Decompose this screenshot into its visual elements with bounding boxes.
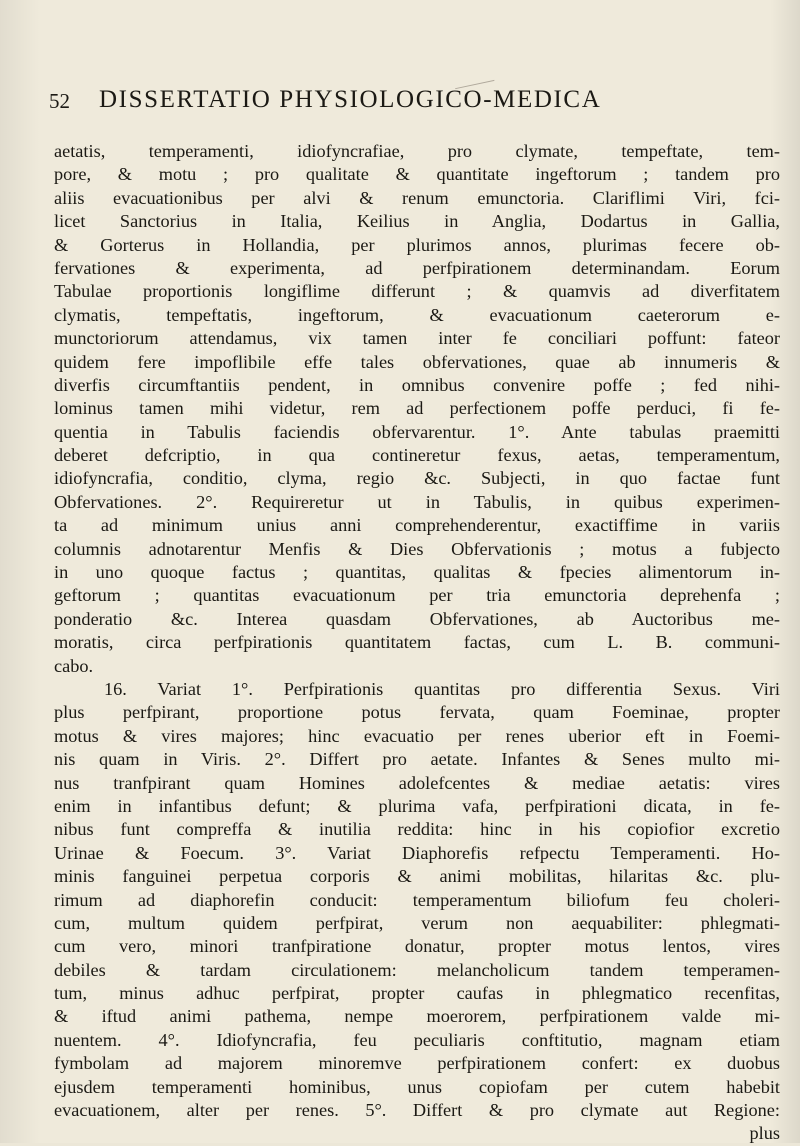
text-line: plus perfpirant, proportione potus fervata, quam Foeminae, propter: [54, 702, 780, 723]
page-number: 52: [49, 89, 70, 113]
text-line: debiles & tardam circulationem: melancholicum tandem temperamen-: [54, 959, 780, 980]
text-line: pore, & motu ; pro qualitate & quantitate ingeftorum ; tandem pro: [54, 164, 780, 185]
text-line: Obfervationes. 2°. Requireretur ut in Tabulis, in quibus experimen-: [54, 491, 780, 512]
text-line: aetatis, temperamenti, idiofyncrafiae, pro clymate, tempeftate, tem-: [54, 141, 780, 161]
text-line: evacuationem, alter per renes. 5°. Differt & pro clymate aut Regione:: [54, 1100, 780, 1121]
text-line: deberet defcriptio, in qua contineretur fexus, aetas, temperamentum,: [54, 445, 780, 466]
text-line: quidem fere impoflibile effe tales obfervationes, quae ab innumeris &: [54, 351, 780, 372]
text-line: cum, multum quidem perfpirat, verum non aequabiliter: phlegmati-: [54, 912, 780, 933]
text-line: licet Sanctorius in Italia, Keilius in Anglia, Dodartus in Gallia,: [54, 211, 780, 232]
text-line: minis fanguinei perpetua corporis & animi mobilitas, hilaritas &c. plu-: [54, 866, 780, 887]
text-line: lominus tamen mihi videtur, rem ad perfectionem poffe perduci, fi fe-: [54, 398, 780, 419]
text-line: Tabulae proportionis longiflime differunt ; & quamvis ad diverfitatem: [54, 281, 780, 302]
catchword: plus: [749, 1123, 780, 1144]
text-line: quentia in Tabulis faciendis obfervarentur. 1°. Ante tabulas praemitti: [54, 421, 780, 442]
text-line: Urinae & Foecum. 3°. Variat Diaphorefis refpectu Temperamenti. Ho-: [54, 842, 780, 863]
text-line: nis quam in Viris. 2°. Differt pro aetate. Infantes & Senes multo mi-: [54, 749, 780, 770]
text-line: clymatis, tempeftatis, ingeftorum, & evacuationum caeterorum e-: [54, 304, 780, 325]
running-head: DISSERTATIO PHYSIOLOGICO-MEDICA: [99, 86, 602, 113]
text-line: fymbolam ad majorem minoremve perfpirationem confert: ex duobus: [54, 1053, 780, 1074]
text-line: in uno quoque factus ; quantitas, qualitas & fpecies alimentorum in-: [54, 562, 780, 583]
page-header: [49, 86, 779, 116]
text-line: cabo.: [54, 655, 94, 676]
text-line: nuentem. 4°. Idiofyncrafia, feu peculiaris conftitutio, magnam etiam: [54, 1029, 780, 1050]
text-line: geftorum ; quantitas evacuationum per tria emunctoria deprehenfa ;: [54, 585, 780, 606]
text-line: nibus funt compreffa & inutilia reddita: hinc in his copiofior excretio: [54, 819, 780, 840]
text-line: idiofyncrafia, conditio, clyma, regio &c. Subjecti, in quo factae funt: [54, 468, 780, 489]
text-line: diverfis circumftantiis pendent, in omnibus convenire poffe ; fed nihi-: [54, 374, 780, 395]
text-line: columnis adnotarentur Menfis & Dies Obfervationis ; motus a fubjecto: [54, 538, 780, 559]
text-line: tum, minus adhuc perfpirat, propter caufas in phlegmatico recenfitas,: [54, 983, 780, 1004]
text-line: aliis evacuationibus per alvi & renum emunctoria. Clariflimi Viri, fci-: [54, 187, 780, 208]
text-line: rimum ad diaphorefin conducit: temperamentum biliofum feu choleri-: [54, 889, 780, 910]
text-line: nus tranfpirant quam Homines adolefcentes & mediae aetatis: vires: [54, 772, 780, 793]
text-line: enim in infantibus defunt; & plurima vafa, perfpirationi dicata, in fe-: [54, 795, 780, 816]
text-line: & iftud animi pathema, nempe moerorem, perfpirationem valde mi-: [54, 1006, 780, 1027]
text-line: 16. Variat 1°. Perfpirationis quantitas pro differentia Sexus. Viri: [104, 678, 780, 699]
text-line: ta ad minimum unius anni comprehenderentur, exactiffime in variis: [54, 515, 780, 536]
text-line: cum vero, minori tranfpiratione donatur, propter motus lentos, vires: [54, 936, 780, 957]
body-text: [54, 140, 780, 1146]
text-line: fervationes & experimenta, ad perfpirationem determinandam. Eorum: [54, 257, 780, 278]
text-line: munctoriorum attendamus, vix tamen inter fe conciliari poffunt: fateor: [54, 328, 780, 349]
text-line: ponderatio &c. Interea quasdam Obfervationes, ab Auctoribus me-: [54, 608, 780, 629]
text-line: moratis, circa perfpirationis quantitatem factas, cum L. B. communi-: [54, 632, 780, 653]
text-line: ejusdem temperamenti hominibus, unus copiofam per cutem habebit: [54, 1076, 780, 1097]
text-line: & Gorterus in Hollandia, per plurimos annos, plurimas fecere ob-: [54, 234, 780, 255]
text-line: motus & vires majores; hinc evacuatio per renes uberior eft in Foemi-: [54, 725, 780, 746]
